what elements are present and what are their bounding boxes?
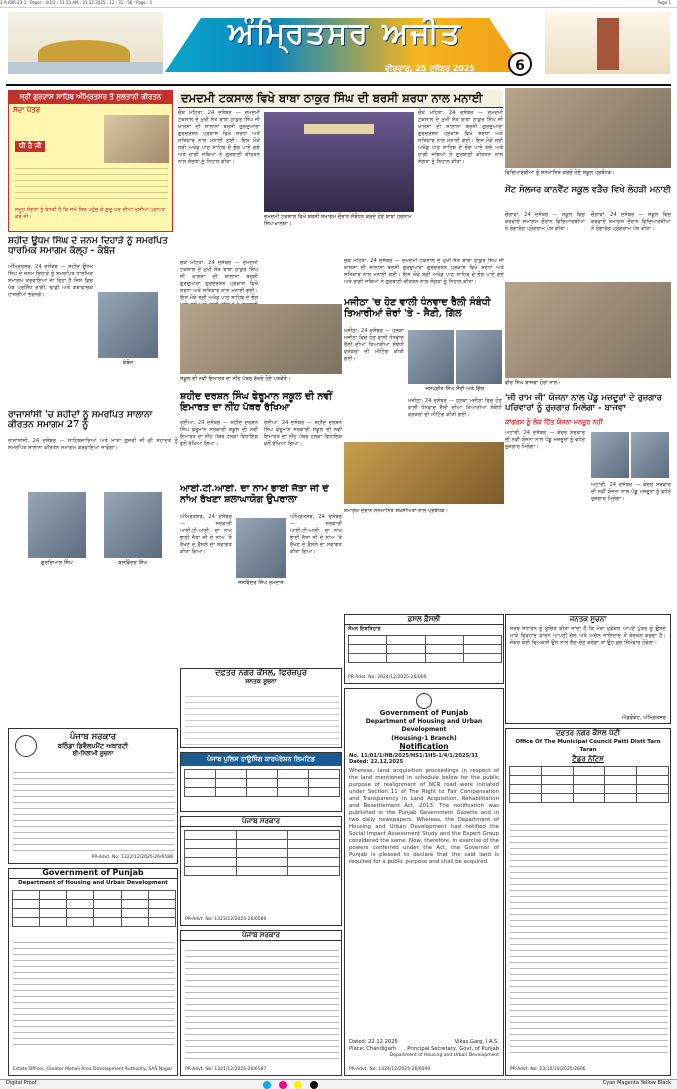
print-info-strip: [0, 0, 677, 8]
lead-body-cont-2: ਚੌਕ ਮਹਿਤਾ, 24 ਦਸੰਬਰ — ਦਮਦਮੀ ਟਕਸਾਲ ਦੇ ਮੁਖੀ ਸੰਤ ਬਾਬਾ ਠਾਕੁਰ ਸਿੰਘ ਜੀ ਖ਼ਾਲਸਾ ਦੀ ਸਾਲਾਨਾ ਬਰਸੀ ਗੁਰਦੁਆਰਾ ਗੁਰਦਰਸ਼ਨ ਪ੍ਰਕਾਸ਼ ਵਿਖੇ ਸ਼ਰਧਾ ਅਤੇ ਸਤਿਕਾਰ ਨਾਲ ਮਨਾਈ ਗਈ। ਇਸ ਮੌਕੇ ਸ੍ਰੀ ਅਖੰਡ ਪਾਠ ਸਾਹਿਬ ਦੇ ਭੋਗ ਪਾਏ ਗਏ ਅਤੇ ਰਾਗੀ ਜਥਿਆਂ ਨੇ ਗੁਰਬਾਣੀ ਕੀਰਤਨ ਨਾਲ ਸੰਗਤਾਂ ਨੂੰ ਨਿਹਾਲ ਕੀਤਾ।: [344, 258, 504, 285]
bottom-center-ad: [180, 930, 342, 1076]
bathinda-footer: PR-Advt. No: 1322/12/2025-26/6588: [91, 854, 173, 860]
page-number: 6: [508, 52, 532, 76]
housing-notification: [344, 688, 504, 1076]
iti-body: ਅੰਮ੍ਰਿਤਸਰ, 24 ਦਸੰਬਰ — ਸਰਕਾਰੀ ਆਈ.ਟੀ.ਆਈ. ਦਾ ਨਾਮ ਭਾਈ ਜੈਤਾ ਜੀ ਦੇ ਨਾਂਅ 'ਤੇ ਰੱਖਣ ਦੇ ਫ਼ੈਸਲੇ ਦਾ ਸਵਾਗਤ ਕੀਤਾ ਗਿਆ।: [180, 514, 232, 555]
footer-left: Digital Proof: [6, 1080, 37, 1086]
bathinda-text-lines: [13, 767, 175, 851]
small-gov-ad: [180, 816, 342, 926]
crop-notice-sub: ਸੰਮਨ ਇਸ਼ਤਿਹਾਰ: [348, 625, 381, 632]
public-notice-footer: ਐਡਵੋਕੇਟ, ਅੰਮ੍ਰਿਤਸਰ: [622, 714, 666, 721]
iti-story: [180, 484, 342, 664]
housing-body: Whereas, land acquisition proceedings in respect of the land mentioned in schedule below for the public purpose of realignment of NCR road were initiated under Section 11 of The Right to Fair Compensation and Transparency in Land Acquisition, Rehabilitation and Resettlement Act, 2013. The notification was published in the Punjab Government Gazette and in two daily newspapers. Whereas, the Department of Housing and Urban Development had notified the Social Impact Assessment Study and the Expert Group considered the same. Now, therefore, in exercise of the powers conferred under the Act, the Governor of Punjab is pleased to declare that the said land is required for a public purpose and shall be acquired.: [349, 767, 499, 865]
ferozepur-heading: ਦਫ਼ਤਰ ਨਗਰ ਕੌਂਸਲ, ਫਿਰੋਜ਼ਪੁਰ: [215, 668, 307, 677]
balwinder-portrait: [104, 492, 162, 558]
lead-photo-caption: ਦਮਦਮੀ ਟਕਸਾਲ ਵਿਖੇ ਬਰਸੀ ਸਮਾਗਮ ਦੌਰਾਨ ਸੰਬੋਧਨ ਕਰਦੇ ਹੋਏ ਬਾਬਾ ਹਰਨਾਮ ਸਿੰਘ ਖ਼ਾਲਸਾ।: [264, 214, 412, 227]
housing-title: Notification: [399, 742, 449, 751]
small-gov-table: [184, 830, 340, 876]
ferozepur-notice: [180, 668, 342, 748]
lead-body-col1: ਚੌਕ ਮਹਿਤਾ, 24 ਦਸੰਬਰ — ਦਮਦਮੀ ਟਕਸਾਲ ਦੇ ਮੁਖੀ ਸੰਤ ਬਾਬਾ ਠਾਕੁਰ ਸਿੰਘ ਜੀ ਖ਼ਾਲਸਾ ਦੀ ਸਾਲਾਨਾ ਬਰਸੀ ਗੁਰਦੁਆਰਾ ਗੁਰਦਰਸ਼ਨ ਪ੍ਰਕਾਸ਼ ਵਿਖੇ ਸ਼ਰਧਾ ਅਤੇ ਸਤਿਕਾਰ ਨਾਲ ਮਨਾਈ ਗਈ। ਇਸ ਮੌਕੇ ਸ੍ਰੀ ਅਖੰਡ ਪਾਠ ਸਾਹਿਬ ਦੇ ਭੋਗ ਪਾਏ ਗਏ ਅਤੇ ਰਾਗੀ ਜਥਿਆਂ ਨੇ ਗੁਰਬਾਣੀ ਕੀਰਤਨ ਨਾਲ ਸੰਗਤਾਂ ਨੂੰ ਨਿਹਾਲ ਕੀਤਾ।: [178, 110, 260, 165]
right-story-2-sub: ਕਾਂਗਰਸ ਨੂੰ ਲੋਕ ਹਿੱਤ ਯੋਜਨਾ ਮਨਜ਼ੂਰ ਨਹੀਂ: [505, 418, 603, 426]
patti-footer: PR-Advt. No: 23/10/10/2025/2606: [510, 1066, 586, 1072]
kirtan-caption-1: ਗੁਰਦਿਆਲ ਸਿੰਘ: [41, 560, 73, 566]
kirtan-headline: ਰਾਜਾਸਾਂਸੀ 'ਚ ਸ਼ਹੀਦਾਂ ਨੂੰ ਸਮਰਪਿਤ ਸਾਲਾਨਾ ਕੀਰਤਨ ਸਮਾਗਮ 27 ਨੂੰ: [8, 410, 153, 431]
school-body-col2: ਰਈਆ, 24 ਦਸੰਬਰ — ਸ਼ਹੀਦ ਦਰਸ਼ਨ ਸਿੰਘ ਫੇਰੂਮਾਨ ਸਰਕਾਰੀ ਸਕੂਲ ਦੀ ਨਵੀਂ ਇਮਾਰਤ ਦਾ ਨੀਂਹ ਪੱਥਰ ਹਲਕਾ ਵਿਧਾਇਕ ਵਲੋਂ ਰੱਖਿਆ ਗਿਆ।: [264, 420, 342, 447]
housing-dept: Department of Housing and Urban Development: [365, 717, 483, 733]
masthead-rule: [6, 84, 671, 86]
lead-body-cont: ਚੌਕ ਮਹਿਤਾ, 24 ਦਸੰਬਰ — ਦਮਦਮੀ ਟਕਸਾਲ ਦੇ ਮੁਖੀ ਸੰਤ ਬਾਬਾ ਠਾਕੁਰ ਸਿੰਘ ਜੀ ਖ਼ਾਲਸਾ ਦੀ ਸਾਲਾਨਾ ਬਰਸੀ ਗੁਰਦੁਆਰਾ ਗੁਰਦਰਸ਼ਨ ਪ੍ਰਕਾਸ਼ ਵਿਖੇ ਸ਼ਰਧਾ ਅਤੇ ਸਤਿਕਾਰ ਨਾਲ ਮਨਾਈ ਗਈ। ਇਸ ਮੌਕੇ ਸ੍ਰੀ ਅਖੰਡ ਪਾਠ ਸਾਹਿਬ ਦੇ ਭੋਗ: [180, 260, 258, 301]
lead-story: [178, 90, 503, 258]
ramdas-portrait: [236, 518, 286, 578]
iti-caption: ਜਸਵਿੰਦਰ ਸਿੰਘ ਰਮਦਾਸ: [238, 580, 284, 586]
majitha-story: [344, 258, 504, 508]
police-housing-table: [184, 769, 340, 797]
majitha-caption: ਜਸਪ੍ਰੀਤ ਸਿੰਘ ਸੈਣੀ ਅਤੇ ਗਿੱਲ: [425, 386, 485, 392]
patti-text-lines: [510, 819, 668, 1055]
housing-signature: Vikas Garg, I.A.S.: [454, 1039, 499, 1045]
patti-table: [509, 766, 669, 803]
kirtan-body: ਰਾਜਾਸਾਂਸੀ, 24 ਦਸੰਬਰ — ਸਾਹਿਬਜ਼ਾਦਿਆਂ ਅਤੇ ਮਾਤਾ ਗੁਜਰੀ ਜੀ ਦੀ ਸ਼ਹਾਦਤ ਨੂੰ ਸਮਰਪਿਤ ਸਾਲਾਨਾ ਕੀਰਤਨ ਸਮਾਗਮ ਕਰਵਾਇਆ ਜਾਵੇਗਾ।: [8, 438, 178, 451]
kirtan-caption-2: ਬਲਵਿੰਦਰ ਸਿੰਘ: [118, 560, 148, 566]
public-notice: [505, 614, 671, 724]
ad-sub: ਸੱਦਾ ਪੱਤਰ: [13, 106, 41, 114]
ad-text-lines: [15, 163, 168, 203]
public-notice-heading: ਜਨਤਕ ਸੂਚਨਾ: [569, 615, 607, 623]
crop-notice-heading: ਫ਼ਸਲ ਫ਼ੈਸਲੀ: [345, 615, 503, 625]
school-caption: ਸਕੂਲ ਦੀ ਨਵੀਂ ਇਮਾਰਤ ਦਾ ਨੀਂਹ ਪੱਥਰ ਰੱਖਦੇ ਹੋਏ ਪਤਵੰਤੇ।: [180, 376, 291, 382]
housing-gov: Government of Punjab: [379, 709, 469, 717]
kirtan-invitation-ad: [8, 90, 173, 232]
right-story-1-caption: ਵਿਦਿਆਰਥੀਆਂ ਨੂੰ ਸਨਮਾਨਿਤ ਕਰਦੇ ਹੋਏ ਸਕੂਲ ਪ੍ਰਬੰਧਕ।: [505, 170, 615, 176]
right-story-1-body: ਚੌਗਾਵਾਂ, 24 ਦਸੰਬਰ — ਸਕੂਲ ਵਿਚ ਕਰਵਾਏ ਸਮਾਗਮ ਦੌਰਾਨ ਵਿਦਿਆਰਥੀਆਂ ਨੇ ਰੰਗਾਰੰਗ ਪ੍ਰੋਗਰਾਮ ਪੇਸ਼ ਕੀਤਾ।: [505, 212, 585, 232]
school-ceremony-photo: [180, 304, 342, 374]
heritage-tower-image: [545, 12, 670, 74]
stage-banner: [304, 124, 374, 134]
right-story-2: [505, 282, 671, 612]
bajwa-portrait-2: [631, 432, 669, 478]
public-notice-body: ਸਰਬ ਸਧਾਰਨ ਨੂੰ ਸੂਚਿਤ ਕੀਤਾ ਜਾਂਦਾ ਹੈ ਕਿ ਮੇਰਾ ਮੁਵੱਕਲ ਆਪਣੇ ਪੁੱਤਰ ਨੂੰ ਉਸਦੇ ਮਾੜੇ ਵਿਵਹਾਰ ਕਾਰਨ ਆਪਣੀ ਚੱਲ ਅਤੇ ਅਚੱਲ ਜਾਇਦਾਦ ਤੋਂ ਬੇਦਖ਼ਲ ਕਰਦਾ ਹੈ। ਜੇਕਰ ਕੋਈ ਵਿਅਕਤੀ ਉਸ ਨਾਲ ਲੈਣ-ਦੇਣ ਕਰੇਗਾ ਤਾਂ ਉਹ ਖ਼ੁਦ ਜ਼ਿੰਮੇਵਾਰ ਹੋਵੇਗਾ।: [510, 625, 666, 646]
punjab-gov-notice: [8, 868, 178, 1076]
punjab-gov-text-lines: [13, 937, 175, 1047]
magenta-reg-mark: [279, 1081, 287, 1089]
iti-body-col2: ਅੰਮ੍ਰਿਤਸਰ, 24 ਦਸੰਬਰ — ਸਰਕਾਰੀ ਆਈ.ਟੀ.ਆਈ. ਦਾ ਨਾਮ ਭਾਈ ਜੈਤਾ ਜੀ ਦੇ ਨਾਂਅ 'ਤੇ ਰੱਖਣ ਦੇ ਫ਼ੈਸਲੇ ਦਾ ਸਵਾਗਤ ਕੀਤਾ ਗਿਆ।: [290, 514, 342, 555]
right-story-1: [505, 88, 671, 278]
crop-notice-table: [348, 635, 502, 663]
udham-caption: ਕੰਬੋਜ: [122, 360, 134, 366]
kamboj-portrait: [98, 292, 158, 358]
majitha-body-col2: ਮਜੀਠਾ, 24 ਦਸੰਬਰ — ਹਲਕਾ ਮਜੀਠਾ ਵਿਚ ਹੋਣ ਵਾਲੀ ਧੰਨਵਾਦ ਰੈਲੀ ਦੀਆਂ ਤਿਆਰੀਆਂ ਸੰਬੰਧੀ ਵਰਕਰਾਂ ਦੀ ਮੀਟਿੰਗ ਕੀਤੀ ਗਈ।: [408, 398, 502, 418]
lead-body-col3: ਚੌਕ ਮਹਿਤਾ, 24 ਦਸੰਬਰ — ਦਮਦਮੀ ਟਕਸਾਲ ਦੇ ਮੁਖੀ ਸੰਤ ਬਾਬਾ ਠਾਕੁਰ ਸਿੰਘ ਜੀ ਖ਼ਾਲਸਾ ਦੀ ਸਾਲਾਨਾ ਬਰਸੀ ਗੁਰਦੁਆਰਾ ਗੁਰਦਰਸ਼ਨ ਪ੍ਰਕਾਸ਼ ਵਿਖੇ ਸ਼ਰਧਾ ਅਤੇ ਸਤਿਕਾਰ ਨਾਲ ਮਨਾਈ ਗਈ। ਇਸ ਮੌਕੇ ਸ੍ਰੀ ਅਖੰਡ ਪਾਠ ਸਾਹਿਬ ਦੇ ਭੋਗ ਪਾਏ ਗਏ ਅਤੇ ਰਾਗੀ ਜਥਿਆਂ ਨੇ ਗੁਰਬਾਣੀ ਕੀਰਤਨ ਨਾਲ ਸੰਗਤਾਂ ਨੂੰ ਨਿਹਾਲ ਕੀਤਾ।: [418, 110, 503, 165]
footer-right: Cyan Magenta Yellow Black: [602, 1080, 671, 1086]
print-info-left: 3 A-ASR-23-1 : Paper : 4/1/2 : 11:23 AM ; 23 12 2025 ; 12 : 31 : 56 ; Page : 1: [0, 0, 153, 5]
gurdwara-photo: [104, 115, 169, 163]
bajwa-portrait-1: [591, 432, 629, 478]
gurdial-portrait: [28, 492, 86, 558]
housing-date: Dated: 22.12.2025: [349, 1039, 398, 1045]
kirtan-story: [8, 410, 178, 600]
bathinda-sub: ਬਠਿੰਡਾ ਡਿਵੈਲਪਮੈਂਟ ਅਥਾਰਟੀ: [57, 741, 129, 750]
punjab-gov-footer: Estate Officer, Greater Mohali Area Development Authority, SAS Nagar: [13, 1066, 173, 1072]
bathinda-sub2: ਈ-ਨਿਲਾਮੀ ਸੂਚਨਾ: [72, 750, 114, 757]
ad-badge: ਧੀ ਹੈ ਜੀ: [15, 141, 45, 152]
majitha-body: ਮਜੀਠਾ, 24 ਦਸੰਬਰ — ਹਲਕਾ ਮਜੀਠਾ ਵਿਚ ਹੋਣ ਵਾਲੀ ਧੰਨਵਾਦ ਰੈਲੀ ਦੀਆਂ ਤਿਆਰੀਆਂ ਸੰਬੰਧੀ ਵਰਕਰਾਂ ਦੀ ਮੀਟਿੰਗ ਕੀਤੀ ਗਈ।: [344, 328, 404, 362]
bottom-center-text-lines: [185, 945, 339, 1063]
lead-photo: [264, 112, 414, 212]
gill-portrait: [456, 330, 502, 384]
ad-footer: ਸਮੂਹ ਸੰਗਤਾਂ ਨੂੰ ਬੇਨਤੀ ਹੈ ਕਿ ਸਮੇਂ ਸਿਰ ਪਹੁੰਚ ਕੇ ਗੁਰੂ ਘਰ ਦੀਆਂ ਖੁਸ਼ੀਆਂ ਪ੍ਰਾਪਤ ਕਰੋ ਜੀ।: [15, 207, 166, 220]
majitha-headline: ਮਜੀਠਾ 'ਚ ਹੋਣ ਵਾਲੀ ਧੰਨਵਾਦ ਰੈਲੀ ਸੰਬੰਧੀ ਤਿਆਰੀਆਂ ਜ਼ੋਰਾਂ 'ਤੇ - ਸੈਣੀ, ਗਿੱਲ: [344, 297, 491, 319]
masthead: [0, 8, 677, 82]
sarovar-water: [8, 62, 163, 74]
yellow-reg-mark: [294, 1081, 302, 1089]
housing-footer: PR-Advt. No: 1324/12/2025-26/6590: [349, 1066, 431, 1072]
golden-temple-image: [8, 12, 163, 74]
right-story-2-body-col2: ਅਟਾਰੀ, 24 ਦਸੰਬਰ — ਕੇਂਦਰ ਸਰਕਾਰ ਦੀ ਨਵੀਂ ਯੋਜਨਾ ਨਾਲ ਪੇਂਡੂ ਮਜ਼ਦੂਰਾਂ ਨੂੰ ਵਧੇਰੇ ਰੁਜ਼ਗਾਰ ਮਿਲੇਗਾ।: [591, 482, 671, 502]
right-story-1-headline: ਸੇਂਟ ਸੋਲਜਰ ਕਾਨਵੈਂਟ ਸਕੂਲ ਵੜੈਚ ਵਿਖੇ ਲੋਹੜੀ ਮਨਾਈ: [505, 185, 671, 195]
right-story-1-body-col2: ਚੌਗਾਵਾਂ, 24 ਦਸੰਬਰ — ਸਕੂਲ ਵਿਚ ਕਰਵਾਏ ਸਮਾਗਮ ਦੌਰਾਨ ਵਿਦਿਆਰਥੀਆਂ ਨੇ ਰੰਗਾਰੰਗ ਪ੍ਰੋਗਰਾਮ ਪੇਸ਼ ਕੀਤਾ।: [591, 212, 671, 232]
bottom-center-footer: PR-Advt. No: 1321/12/2025-26/6587: [185, 1066, 267, 1072]
event-photo: [344, 442, 504, 504]
housing-place: Place: Chandigarh: [349, 1046, 397, 1052]
bathinda-heading: ਪੰਜਾਬ ਸਰਕਾਰ: [69, 732, 117, 742]
bathinda-ad: [8, 728, 178, 864]
small-gov-footer: PR-Advt. No: 1323/12/2025-26/6589: [185, 916, 267, 922]
udham-headline: ਸ਼ਹੀਦ ਊਧਮ ਸਿੰਘ ਦੇ ਜਨਮ ਦਿਹਾੜੇ ਨੂੰ ਸਮਰਪਿਤ ਧਾਰਮਿਕ ਸਮਾਗਮ ਕੱਲ੍ਹ - ਕੰਬੋਜ: [8, 236, 168, 257]
punjab-emblem-icon: [416, 693, 432, 709]
patti-heading: ਦਫ਼ਤਰ ਨਗਰ ਕੌਂਸਲ ਪੱਟੀ: [555, 729, 621, 737]
ferozepur-sub: ਜਨਤਕ ਸੂਚਨਾ: [245, 677, 277, 685]
school-body: ਰਈਆ, 24 ਦਸੰਬਰ — ਸ਼ਹੀਦ ਦਰਸ਼ਨ ਸਿੰਘ ਫੇਰੂਮਾਨ ਸਰਕਾਰੀ ਸਕੂਲ ਦੀ ਨਵੀਂ ਇਮਾਰਤ ਦਾ ਨੀਂਹ ਪੱਥਰ ਹਲਕਾ ਵਿਧਾਇਕ ਵਲੋਂ ਰੱਖਿਆ ਗਿਆ।: [180, 420, 258, 447]
lead-headline: ਦਮਦਮੀ ਟਕਸਾਲ ਵਿਖੇ ਬਾਬਾ ਠਾਕੁਰ ਸਿੰਘ ਦੀ ਬਰਸੀ ਸ਼ਰਧਾ ਨਾਲ ਮਨਾਈ: [178, 90, 503, 108]
masthead-pre-title: ਅਜੀਤ ਦਾ ਸਪਲੀਮੈਂਟ: [337, 10, 383, 17]
udham-body: ਅੰਮ੍ਰਿਤਸਰ, 24 ਦਸੰਬਰ — ਸ਼ਹੀਦ ਊਧਮ ਸਿੰਘ ਦੇ ਜਨਮ ਦਿਹਾੜੇ ਨੂੰ ਸਮਰਪਿਤ ਧਾਰਮਿਕ ਸਮਾਗਮ ਕਰਵਾਇਆ ਜਾ ਰਿਹਾ ਹੈ ਜਿਸ ਵਿਚ ਪੰਥ ਪ੍ਰਸਿੱਧ ਰਾਗੀ, ਢਾਡੀ ਅਤੇ ਕਥਾਵਾਚਕ ਹਾਜ਼ਰੀਆਂ ਭਰਨਗੇ।: [8, 264, 93, 298]
crop-notice-footer: PR.Advt. No: 2024/12/2025-26/005: [348, 674, 427, 680]
right-story-2-caption: ਵੀਰ ਸਿੰਘ ਬਾਜਵਾ ਹੋਰਾਂ ਨਾਲ।: [505, 380, 562, 386]
print-footer: [0, 1079, 677, 1089]
housing-number: No. 11/01/1/HB/2025/HS1/1H5-1/4/1/2025/31 Dated: 22.12.2025: [349, 752, 479, 765]
masthead-date: ਵੀਰਵਾਰ, 25 ਦਸੰਬਰ 2025: [384, 64, 475, 73]
print-info-right: Page 1: [657, 0, 671, 5]
school-story: [180, 260, 342, 480]
patti-title: ਟੈਂਡਰ ਨੋਟਿਸ: [572, 754, 604, 763]
ferozepur-text-lines: [185, 691, 339, 745]
punjab-gov-heading: Government of Punjab: [9, 869, 177, 879]
housing-sign-dept: Department of Housing and Urban Development: [389, 1053, 499, 1058]
saini-portrait: [408, 330, 454, 384]
police-housing-heading: ਪੰਜਾਬ ਪੁਲਿਸ ਹਾਊਸਿੰਗ ਕਾਰਪੋਰੇਸ਼ਨ ਲਿਮਟਿਡ: [181, 753, 341, 766]
school-group-photo: [505, 88, 671, 168]
emblem-icon: [15, 735, 37, 757]
black-reg-mark: [310, 1081, 318, 1089]
bajwa-group-photo: [505, 282, 671, 378]
housing-designation: Principal Secretary, Govt. of Punjab: [407, 1046, 499, 1052]
right-story-2-headline: 'ਜੀ ਰਾਮ ਜੀ' ਯੋਜਨਾ ਨਾਲ ਪੇਂਡੂ ਮਜ਼ਦੂਰਾਂ ਦੇ ਰੁਜ਼ਗਾਰ ਪਰਿਵਾਰਾਂ ਨੂੰ ਰੁਜ਼ਗਾਰ ਮਿਲੇਗਾ - ਬਾਜਵਾ: [505, 393, 662, 413]
masthead-title: ਅੰਮ੍ਰਿਤਸਰ ਅਜੀਤ: [228, 16, 462, 51]
right-story-2-body: ਅਟਾਰੀ, 24 ਦਸੰਬਰ — ਕੇਂਦਰ ਸਰਕਾਰ ਦੀ ਨਵੀਂ ਯੋਜਨਾ ਨਾਲ ਪੇਂਡੂ ਮਜ਼ਦੂਰਾਂ ਨੂੰ ਵਧੇਰੇ ਰੁਜ਼ਗਾਰ ਮਿਲੇਗਾ।: [505, 430, 585, 450]
ad-heading: ਸ੍ਰੀ ਗੁਰਦਾਸ ਸਾਹਿਬ ਅੰਮ੍ਰਿਤਸਰ ਤੋਂ ਸੁਲਤਾਨੀ ਕੀਰਤਨ: [9, 91, 172, 104]
patti-tender-notice: [505, 728, 671, 1076]
small-gov-heading: ਪੰਜਾਬ ਸਰਕਾਰ: [181, 817, 341, 827]
housing-branch: (Housing-1 Branch): [391, 734, 457, 742]
punjab-gov-sub: Department of Housing and Urban Development: [18, 879, 168, 886]
punjab-gov-table: [12, 890, 176, 927]
event-photo-caption: ਸਮਾਗਮ ਦੌਰਾਨ ਸਨਮਾਨਿਤ ਸ਼ਖ਼ਸੀਅਤਾਂ ਨਾਲ ਪ੍ਰਬੰਧਕ।: [344, 508, 449, 514]
school-headline: ਸ਼ਹੀਦ ਦਰਸ਼ਨ ਸਿੰਘ ਫੇਰੂਮਾਨ ਸਕੂਲ ਦੀ ਨਵੀਂ ਇਮਾਰਤ ਦਾ ਨੀਂਹ ਪੱਥਰ ਰੱਖਿਆ: [180, 391, 333, 413]
patti-sub: Office Of The Municipal Council Patti Distt Tarn Taran: [515, 738, 661, 753]
tower-shape: [597, 18, 619, 70]
udham-story: [8, 236, 178, 406]
bottom-center-heading: ਪੰਜਾਬ ਸਰਕਾਰ: [181, 931, 341, 941]
police-housing-ad: [180, 752, 342, 812]
crop-notice: [344, 614, 504, 684]
cyan-reg-mark: [263, 1081, 271, 1089]
iti-headline: ਆਈ.ਟੀ.ਆਈ. ਦਾ ਨਾਮ ਭਾਈ ਜੈਤਾ ਜੀ ਦੇ ਨਾਂਅ ਰੱਖਣਾ ਸ਼ਲਾਘਾਯੋਗ ਉਪਰਾਲਾ: [180, 484, 329, 505]
